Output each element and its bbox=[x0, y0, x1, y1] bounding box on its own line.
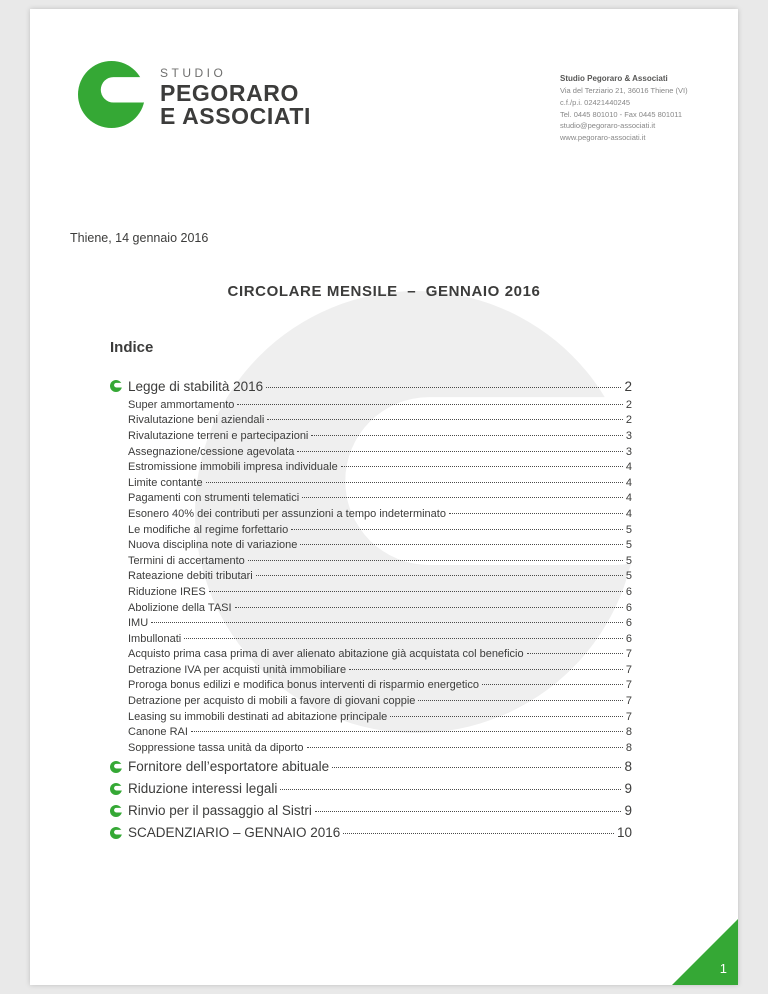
toc-list bbox=[110, 375, 632, 844]
toc-item-label: Termini di accertamento bbox=[128, 554, 245, 567]
toc-item-sub[interactable] bbox=[110, 709, 632, 725]
toc-item-page: 7 bbox=[625, 710, 632, 723]
toc-item-page: 5 bbox=[625, 570, 632, 583]
toc-item-label: Rinvio per il passaggio al Sistri bbox=[128, 803, 312, 819]
toc-item-page: 5 bbox=[625, 554, 632, 567]
studio-logo bbox=[78, 61, 311, 128]
toc-item-page: 8 bbox=[624, 759, 632, 775]
toc-bullet-icon bbox=[110, 380, 122, 392]
toc-leader-dots bbox=[527, 653, 623, 654]
toc-item-label: Rivalutazione beni aziendali bbox=[128, 414, 265, 427]
toc-item-sub[interactable] bbox=[110, 459, 632, 475]
toc-item-page: 7 bbox=[625, 648, 632, 661]
contact-address: Via del Terziario 21, 36016 Thiene (VI) bbox=[560, 86, 688, 96]
toc-leader-dots bbox=[266, 387, 621, 388]
toc-item-page: 9 bbox=[624, 781, 632, 797]
toc-item-page: 7 bbox=[625, 679, 632, 692]
toc-item-sub[interactable] bbox=[110, 724, 632, 740]
toc-leader-dots bbox=[248, 560, 623, 561]
toc-item-page: 2 bbox=[625, 414, 632, 427]
toc-item-label: Fornitore dell’esportatore abituale bbox=[128, 759, 330, 775]
toc-item-label: Soppressione tassa unità da diporto bbox=[128, 741, 304, 754]
toc-leader-dots bbox=[235, 607, 623, 608]
toc-item-page: 8 bbox=[625, 741, 632, 754]
toc-item-page: 2 bbox=[625, 398, 632, 411]
toc-bullet-icon bbox=[110, 783, 122, 795]
toc-leader-dots bbox=[151, 622, 623, 623]
toc-leader-dots bbox=[307, 747, 623, 748]
toc-heading: Indice bbox=[110, 339, 154, 356]
toc-item-label: Detrazione IVA per acquisti unità immobiliare bbox=[128, 663, 347, 676]
toc-item-label: Canone RAI bbox=[128, 726, 188, 739]
toc-item-page: 5 bbox=[625, 539, 632, 552]
toc-item-page: 4 bbox=[625, 476, 632, 489]
toc-leader-dots bbox=[267, 419, 623, 420]
toc-item-label: SCADENZIARIO – GENNAIO 2016 bbox=[128, 825, 341, 841]
toc-item-sub[interactable] bbox=[110, 662, 632, 678]
toc-item-label: Legge di stabilità 2016 bbox=[128, 378, 264, 394]
toc-item-label: Esonero 40% dei contributi per assunzioni a tempo indeterminato bbox=[128, 507, 446, 520]
contact-name: Studio Pegoraro & Associati bbox=[560, 74, 668, 83]
toc-item-label: Limite contante bbox=[128, 476, 203, 489]
toc-leader-dots bbox=[280, 789, 621, 790]
logo-studio-label: STUDIO bbox=[160, 66, 227, 80]
toc-item-main[interactable] bbox=[110, 778, 632, 800]
toc-leader-dots bbox=[343, 833, 614, 834]
toc-item-label: Assegnazione/cessione agevolata bbox=[128, 445, 295, 458]
toc-item-page: 6 bbox=[625, 601, 632, 614]
toc-leader-dots bbox=[300, 544, 622, 545]
page-corner-triangle bbox=[672, 919, 738, 985]
toc-item-sub[interactable] bbox=[110, 444, 632, 460]
toc-item-main[interactable] bbox=[110, 375, 632, 397]
toc-item-label: Proroga bonus edilizi e modifica bonus interventi di risparmio energetico bbox=[128, 679, 479, 692]
document-page bbox=[30, 9, 738, 985]
toc-item-label: Pagamenti con strumenti telematici bbox=[128, 492, 300, 505]
toc-leader-dots bbox=[209, 591, 623, 592]
toc-item-label: Leasing su immobili destinati ad abitazione principale bbox=[128, 710, 388, 723]
toc-item-label: Abolizione della TASI bbox=[128, 601, 232, 614]
toc-bullet-icon bbox=[110, 805, 122, 817]
toc-bullet-icon bbox=[110, 761, 122, 773]
toc-item-sub[interactable] bbox=[110, 584, 632, 600]
toc-item-sub[interactable] bbox=[110, 537, 632, 553]
toc-item-page: 8 bbox=[625, 726, 632, 739]
toc-leader-dots bbox=[311, 435, 622, 436]
toc-item-page: 4 bbox=[625, 507, 632, 520]
toc-item-page: 4 bbox=[625, 461, 632, 474]
toc-item-sub[interactable] bbox=[110, 740, 632, 756]
toc-item-sub[interactable] bbox=[110, 600, 632, 616]
toc-leader-dots bbox=[390, 716, 623, 717]
contact-block bbox=[560, 73, 728, 144]
toc-item-sub[interactable] bbox=[110, 428, 632, 444]
toc-item-sub[interactable] bbox=[110, 553, 632, 569]
toc-item-sub[interactable] bbox=[110, 693, 632, 709]
toc-item-main[interactable] bbox=[110, 800, 632, 822]
toc-item-page: 9 bbox=[624, 803, 632, 819]
contact-website: www.pegoraro-associati.it bbox=[560, 132, 646, 142]
toc-item-sub[interactable] bbox=[110, 491, 632, 507]
toc-item-label: Estromissione immobili impresa individuale bbox=[128, 461, 338, 474]
logo-name-line1: PEGORARO bbox=[160, 80, 299, 106]
toc-item-label: Rateazione debiti tributari bbox=[128, 570, 253, 583]
toc-leader-dots bbox=[206, 482, 623, 483]
toc-item-page: 6 bbox=[625, 632, 632, 645]
toc-item-label: Riduzione interessi legali bbox=[128, 781, 278, 797]
toc-leader-dots bbox=[418, 700, 622, 701]
toc-leader-dots bbox=[315, 811, 622, 812]
toc-item-label: Acquisto prima casa prima di aver alienato abitazione già acquistata col beneficio bbox=[128, 648, 524, 661]
logo-text bbox=[160, 61, 311, 128]
toc-leader-dots bbox=[237, 404, 622, 405]
toc-item-page: 10 bbox=[616, 825, 632, 841]
toc-leader-dots bbox=[341, 466, 623, 467]
toc-item-main[interactable] bbox=[110, 756, 632, 778]
toc-leader-dots bbox=[191, 731, 623, 732]
toc-item-sub[interactable] bbox=[110, 615, 632, 631]
toc-item-label: Imbullonati bbox=[128, 632, 182, 645]
toc-item-sub[interactable] bbox=[110, 631, 632, 647]
toc-item-label: Riduzione IRES bbox=[128, 585, 206, 598]
toc-item-sub[interactable] bbox=[110, 397, 632, 413]
toc-item-main[interactable] bbox=[110, 822, 632, 844]
toc-item-sub[interactable] bbox=[110, 475, 632, 491]
toc-leader-dots bbox=[332, 767, 621, 768]
toc-item-label: Super ammortamento bbox=[128, 398, 235, 411]
toc-leader-dots bbox=[482, 684, 623, 685]
toc-item-sub[interactable] bbox=[110, 647, 632, 663]
document-title: CIRCOLARE MENSILE – GENNAIO 2016 bbox=[227, 283, 541, 300]
toc-leader-dots bbox=[449, 513, 623, 514]
toc-bullet-icon bbox=[110, 827, 122, 839]
toc-item-page: 3 bbox=[625, 429, 632, 442]
toc-leader-dots bbox=[297, 451, 623, 452]
contact-email: studio@pegoraro-associati.it bbox=[560, 121, 656, 131]
toc-item-page: 3 bbox=[625, 445, 632, 458]
toc-leader-dots bbox=[291, 529, 623, 530]
toc-item-page: 5 bbox=[625, 523, 632, 536]
toc-item-sub[interactable] bbox=[110, 506, 632, 522]
toc-leader-dots bbox=[184, 638, 623, 639]
dateline: Thiene, 14 gennaio 2016 bbox=[70, 231, 209, 245]
toc-item-page: 2 bbox=[624, 378, 632, 394]
toc-item-page: 6 bbox=[625, 617, 632, 630]
toc-item-label: Rivalutazione terreni e partecipazioni bbox=[128, 429, 309, 442]
toc-item-label: IMU bbox=[128, 617, 149, 630]
logo-mark-icon bbox=[78, 61, 145, 128]
toc-item-page: 6 bbox=[625, 585, 632, 598]
toc-item-label: Nuova disciplina note di variazione bbox=[128, 539, 298, 552]
toc-item-sub[interactable] bbox=[110, 522, 632, 538]
toc-item-sub[interactable] bbox=[110, 678, 632, 694]
toc-item-page: 7 bbox=[625, 695, 632, 708]
toc-item-label: Detrazione per acquisto di mobili a favore di giovani coppie bbox=[128, 695, 416, 708]
contact-vat: c.f./p.i. 02421440245 bbox=[560, 98, 631, 108]
page-number: 1 bbox=[719, 961, 727, 976]
toc-item-sub[interactable] bbox=[110, 569, 632, 585]
logo-name-line2: E ASSOCIATI bbox=[160, 103, 312, 129]
toc-leader-dots bbox=[256, 575, 623, 576]
toc-item-label: Le modifiche al regime forfettario bbox=[128, 523, 289, 536]
toc-leader-dots bbox=[302, 497, 623, 498]
toc-item-page: 7 bbox=[625, 663, 632, 676]
toc-item-page: 4 bbox=[625, 492, 632, 505]
toc-item-sub[interactable] bbox=[110, 413, 632, 429]
toc-leader-dots bbox=[349, 669, 623, 670]
contact-phone: Tel. 0445 801010 - Fax 0445 801011 bbox=[560, 109, 683, 119]
